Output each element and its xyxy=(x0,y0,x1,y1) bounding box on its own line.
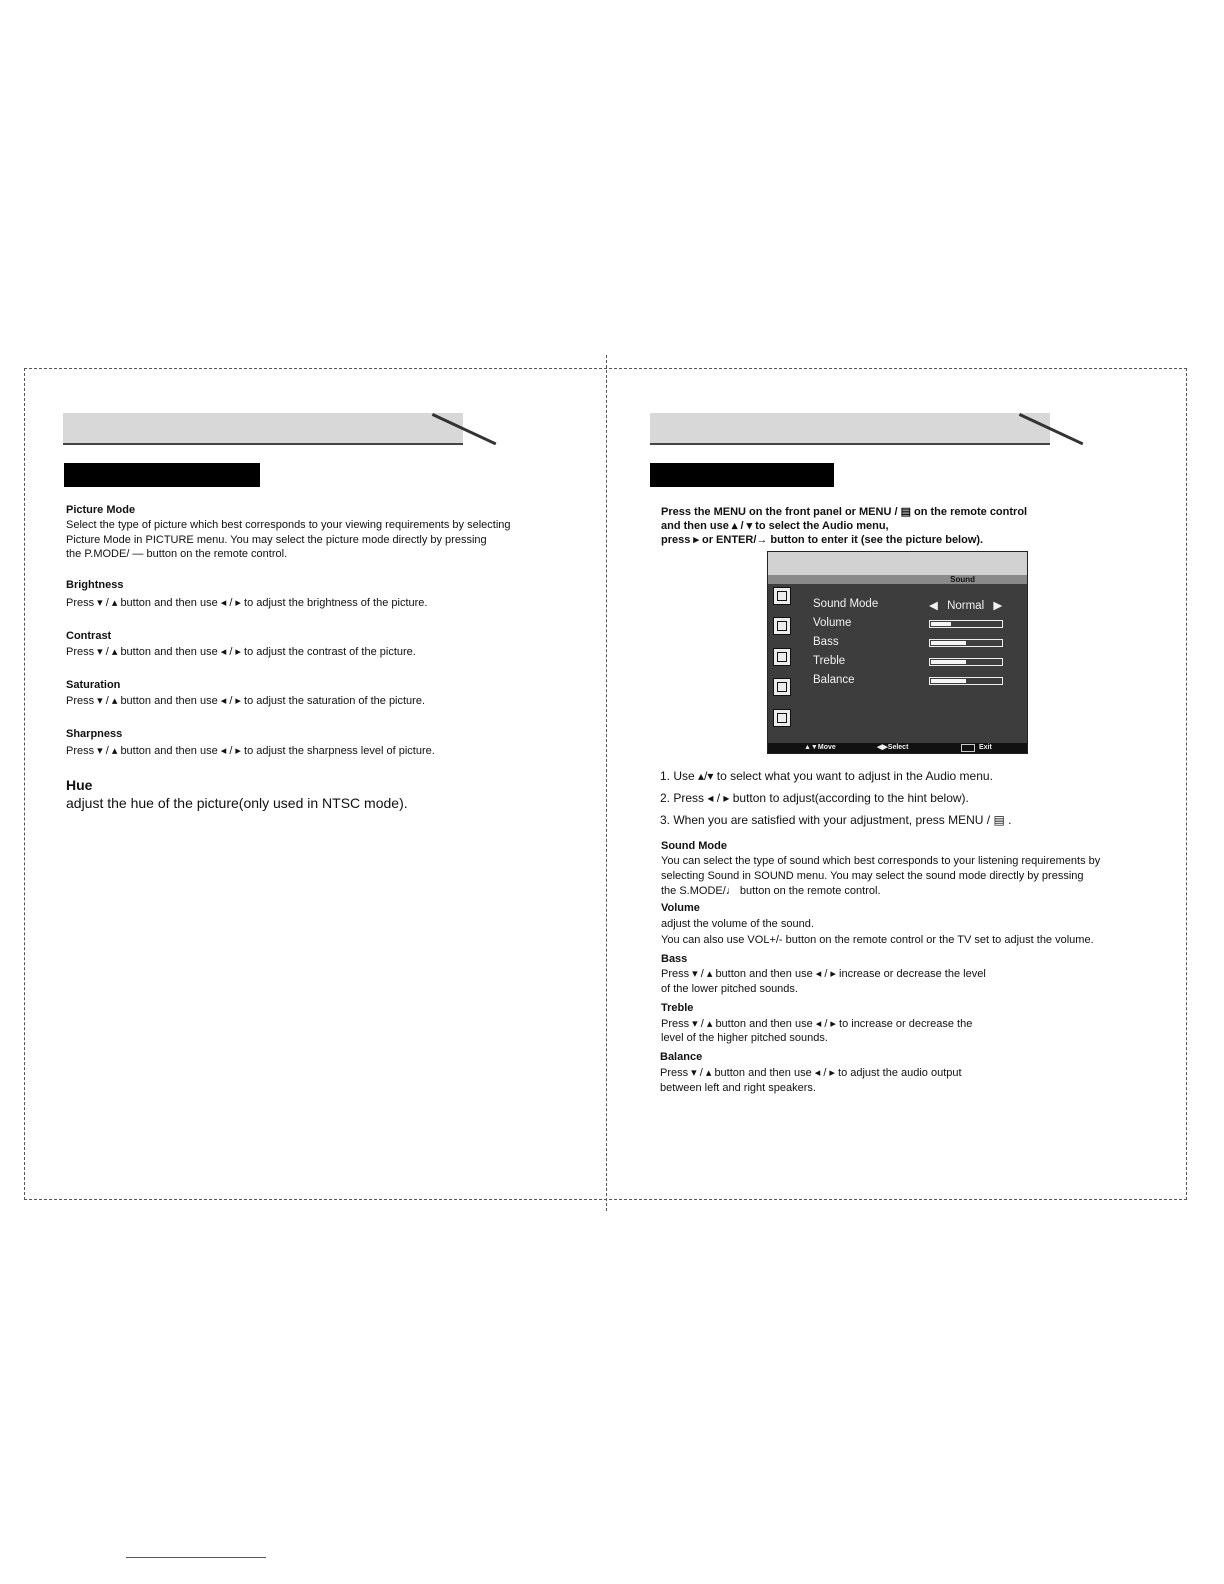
osd-title: Sound xyxy=(950,575,975,584)
saturation-line: Press ▾ / ▴ button and then use ◂ / ▸ to adjust the saturation of the picture. xyxy=(66,695,426,707)
sound-menu-osd xyxy=(767,551,1028,754)
intro-line-1: Press the MENU on the front panel or MENU / ▤ on the remote control xyxy=(661,506,1028,518)
picture-mode-line-3: the P.MODE/ — button on the remote control. xyxy=(66,548,288,560)
setup-icon xyxy=(773,678,791,696)
picture-mode-line-1: Select the type of picture which best corresponds to your viewing requirements by selecting xyxy=(66,519,511,531)
osd-balance-bar xyxy=(929,677,1003,685)
osd-level-fill xyxy=(931,679,966,683)
contrast-heading: Contrast xyxy=(66,630,112,642)
left-section-label xyxy=(64,463,260,487)
treble-line-2: level of the higher pitched sounds. xyxy=(661,1032,828,1044)
tv-icon xyxy=(773,648,791,666)
brightness-line: Press ▾ / ▴ button and then use ◂ / ▸ to adjust the brightness of the picture. xyxy=(66,597,428,609)
sharpness-line: Press ▾ / ▴ button and then use ◂ / ▸ to adjust the sharpness level of picture. xyxy=(66,745,435,757)
step-3: 3. When you are satisfied with your adjustment, press MENU / ▤ . xyxy=(660,813,1012,827)
osd-sound-mode-text: Normal xyxy=(947,600,985,612)
osd-footer-move: ▲▼Move xyxy=(804,744,836,751)
sound-mode-line-2: selecting Sound in SOUND menu. You may select the sound mode directly by pressing xyxy=(661,870,1084,882)
osd-level-fill xyxy=(931,622,951,626)
osd-level-fill xyxy=(931,660,966,664)
picture-mode-line-2: Picture Mode in PICTURE menu. You may select the picture mode directly by pressing xyxy=(66,534,487,546)
hue-text: adjust the hue of the picture(only used in NTSC mode). xyxy=(66,795,408,811)
step-2: 2. Press ◂ / ▸ button to adjust(according to the hint below). xyxy=(660,791,969,805)
function-icon xyxy=(773,709,791,727)
balance-line-1: Press ▾ / ▴ button and then use ◂ / ▸ to adjust the audio output xyxy=(660,1067,962,1079)
intro-line-2: and then use ▴ / ▾ to select the Audio menu, xyxy=(661,520,889,532)
osd-title-bar xyxy=(768,575,1027,584)
osd-footer-select: ◀▶Select xyxy=(877,744,909,751)
chevron-left-icon: ◀ xyxy=(929,600,938,612)
hue-heading: Hue xyxy=(66,777,93,793)
bass-line-1: Press ▾ / ▴ button and then use ◂ / ▸ increase or decrease the level xyxy=(661,968,986,980)
osd-bass-bar xyxy=(929,639,1003,647)
osd-item-treble: Treble xyxy=(813,655,846,667)
sound-mode-line-1: You can select the type of sound which best corresponds to your listening requirements by xyxy=(661,855,1101,867)
osd-sound-mode-value xyxy=(929,598,1002,612)
osd-item-balance: Balance xyxy=(813,674,855,686)
right-header-bar xyxy=(650,413,1050,445)
treble-line-1: Press ▾ / ▴ button and then use ◂ / ▸ to increase or decrease the xyxy=(661,1018,973,1030)
sound-mode-heading: Sound Mode xyxy=(661,840,727,852)
bass-line-2: of the lower pitched sounds. xyxy=(661,983,798,995)
saturation-heading: Saturation xyxy=(66,679,121,691)
osd-treble-bar xyxy=(929,658,1003,666)
footer-link-underline xyxy=(126,1557,266,1558)
left-header-bar xyxy=(63,413,463,445)
intro-line-3: press ▸ or ENTER/→ button to enter it (see the picture below). xyxy=(661,534,984,546)
menu-key-icon xyxy=(961,744,975,752)
step-1: 1. Use ▴/▾ to select what you want to adjust in the Audio menu. xyxy=(660,769,993,783)
balance-line-2: between left and right speakers. xyxy=(660,1082,816,1094)
osd-footer xyxy=(768,743,1027,753)
page-divider xyxy=(606,355,607,1211)
picture-mode-heading: Picture Mode xyxy=(66,504,136,516)
audio-icon xyxy=(773,617,791,635)
sound-mode-line-3: the S.MODE/♩ button on the remote control. xyxy=(661,885,881,897)
balance-heading: Balance xyxy=(660,1051,703,1063)
volume-line-1: adjust the volume of the sound. xyxy=(661,918,814,930)
osd-volume-bar xyxy=(929,620,1003,628)
brightness-heading: Brightness xyxy=(66,579,124,591)
osd-top-bar xyxy=(768,552,1027,575)
treble-heading: Treble xyxy=(661,1002,694,1014)
osd-item-volume: Volume xyxy=(813,617,852,629)
osd-level-fill xyxy=(931,641,966,645)
volume-line-2: You can also use VOL+/- button on the remote control or the TV set to adjust the volume. xyxy=(661,934,1094,946)
sharpness-heading: Sharpness xyxy=(66,728,123,740)
osd-item-bass: Bass xyxy=(813,636,839,648)
bass-heading: Bass xyxy=(661,953,688,965)
osd-footer-exit: Exit xyxy=(979,744,992,751)
osd-item-sound-mode: Sound Mode xyxy=(813,598,879,610)
contrast-line: Press ▾ / ▴ button and then use ◂ / ▸ to adjust the contrast of the picture. xyxy=(66,646,416,658)
osd-footer-select-label: Select xyxy=(887,744,909,751)
right-section-label xyxy=(650,463,834,487)
picture-icon xyxy=(773,587,791,605)
volume-heading: Volume xyxy=(661,902,700,914)
chevron-right-icon: ▶ xyxy=(993,600,1003,612)
osd-footer-move-label: Move xyxy=(817,744,836,751)
